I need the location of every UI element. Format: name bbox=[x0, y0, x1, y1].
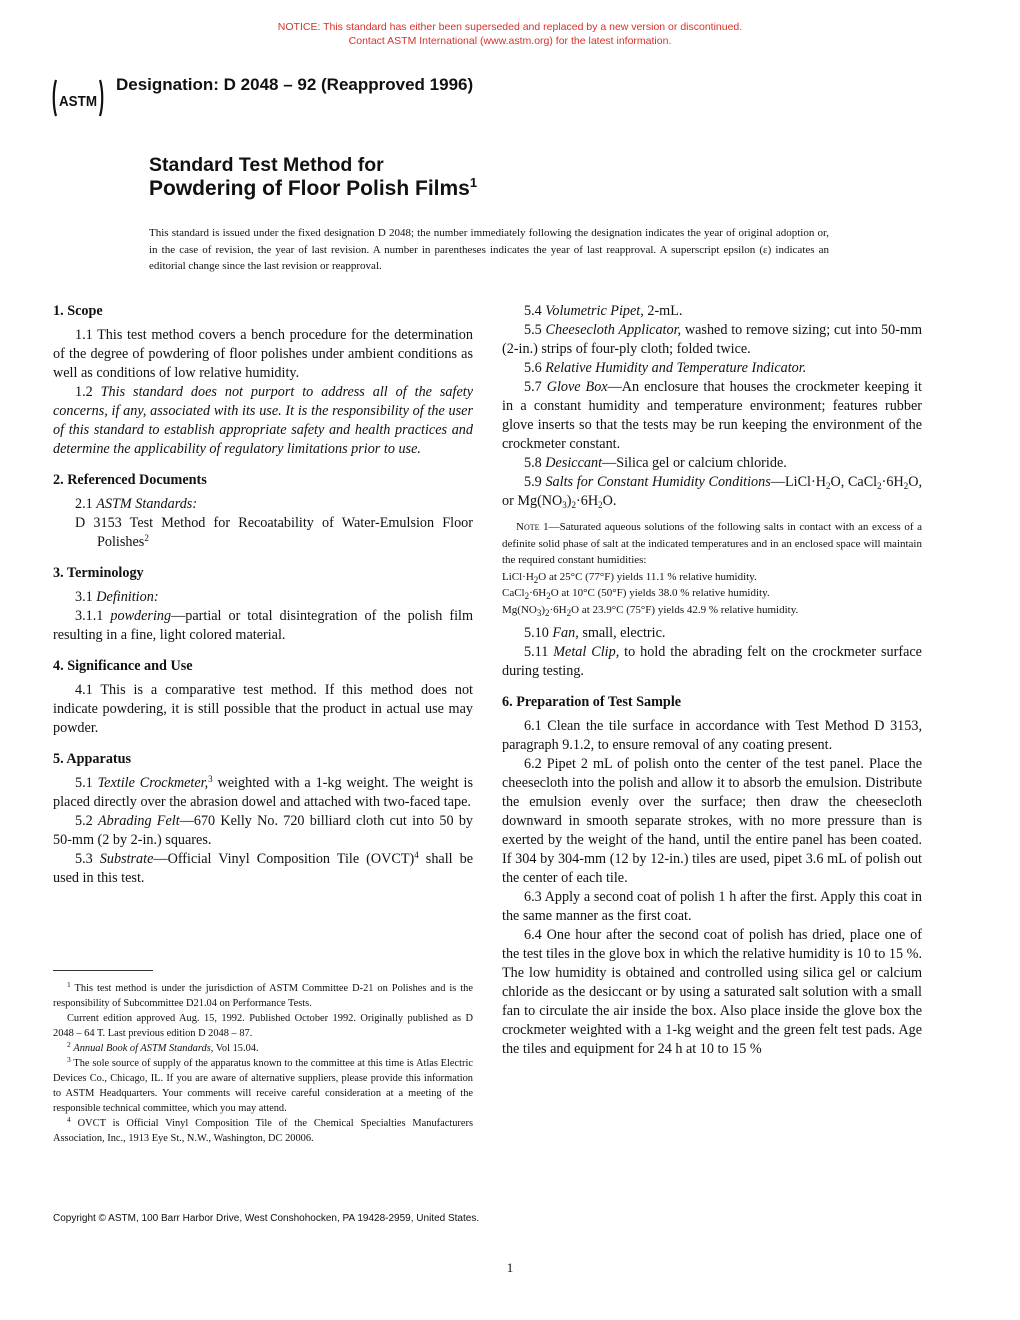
para-5-9: 5.9 Salts for Constant Humidity $Conditions—LiCl\cdot H_2O$, $CaCl_2\cdot 6H_2O$, or $Mg(NO_3)_2\cdot 6H_2O$. bbox=[502, 474, 922, 510]
para-3-1-1 bbox=[53, 607, 473, 645]
title-text: Powdering of Floor Polish Films bbox=[149, 177, 470, 200]
ref-d3153-text: D 3153 Test Method for Recoatability of Water-Emulsion Floor Polishes bbox=[75, 515, 473, 550]
ref-d3153-fn: 2 bbox=[144, 533, 149, 543]
note-1-label: Note 1 bbox=[516, 521, 549, 533]
page-number: 1 bbox=[506, 1260, 514, 1275]
para-6-3: 6.3 Apply a second coat of polish 1 h after the first. Apply this coat in the same manner as the first coat. bbox=[502, 889, 922, 924]
para-5-11-term: Metal Clip, bbox=[553, 644, 620, 660]
footnote-1-mark: 1 bbox=[67, 980, 71, 989]
para-5-4 bbox=[502, 302, 922, 321]
footnote-1 bbox=[53, 981, 473, 1011]
para-5-6-num: 5.6 bbox=[524, 360, 546, 376]
title-footnote-mark: 1 bbox=[469, 175, 478, 190]
para-1-2-text: This standard does not purport to address all of the safety concerns, if any, associated with its use. It is the responsibility of the user of this standard to establish appropriate safety and health practices and determine the applicability of regulatory limitations prior to use. bbox=[53, 384, 473, 457]
note-1-body bbox=[502, 519, 922, 569]
para-5-8-text: —Silica gel or calcium chloride. bbox=[602, 455, 787, 471]
para-3-1 bbox=[53, 588, 473, 607]
para-5-7-text: —An enclosure that houses the crockmeter keeping it in a constant humidity and temperature environment; features rubber glove inserts so that the tests may be run keeping the environment of the crockmeter constant. bbox=[502, 379, 923, 452]
ref-d3153 bbox=[53, 514, 473, 552]
para-6-1: 6.1 Clean the tile surface in accordance with Test Method D 3153, paragraph 9.1.2, to ensure removal of any coating present. bbox=[502, 718, 922, 753]
para-5-2 bbox=[53, 812, 473, 850]
designation: Designation: D 2048 – 92 (Reapproved 1996) bbox=[116, 75, 474, 94]
notice-line-2: Contact ASTM International (www.astm.org) for the latest information. bbox=[348, 35, 672, 47]
para-5-3-num: 5.3 bbox=[75, 851, 100, 867]
para-5-1-text: weighted with a 1-kg weight. The weight is placed directly over the abrasion dowel and attached with two-faced tape. bbox=[53, 775, 474, 810]
para-5-8-num: 5.8 bbox=[524, 455, 546, 471]
para-3-1-label: Definition: bbox=[96, 589, 159, 605]
para-5-5-num: 5.5 bbox=[524, 322, 546, 338]
para-5-3 bbox=[53, 850, 473, 888]
footnote-2-rest: Vol 15.04. bbox=[213, 1043, 259, 1054]
para-5-3-text2: shall be used in this test. bbox=[53, 851, 474, 886]
para-2-1-label: ASTM Standards: bbox=[96, 496, 198, 512]
para-5-1-fn: 3 bbox=[208, 774, 213, 784]
para-3-1-1-num: 3.1.1 bbox=[75, 608, 111, 624]
para-5-10-term: Fan, bbox=[552, 625, 579, 641]
astm-logo-icon bbox=[52, 76, 104, 120]
section-heading-significance: 4. Significance and Use bbox=[53, 658, 193, 674]
footnote-1b: Current edition approved Aug. 15, 1992. Published October 1992. Originally published as D 2048 – 64 T. Last previous edition D 2048 – 87. bbox=[53, 1013, 473, 1039]
para-5-2-term: Abrading Felt bbox=[97, 813, 180, 829]
para-5-5-term: Cheesecloth Applicator, bbox=[545, 322, 682, 338]
note-1-line-3-text: O at 23.9°C (75°F) yields 42.9 % relative humidity. bbox=[571, 603, 799, 616]
para-5-10-num: 5.10 bbox=[524, 625, 553, 641]
para-5-11-num: 5.11 bbox=[524, 644, 554, 660]
para-5-3-term: Substrate bbox=[99, 851, 154, 867]
para-6-4: 6.4 One hour after the second coat of polish has dried, place one of the test tiles in the glove box in which the relative humidity is 10 to 15 %. The low humidity is obtained and controlled using silica gel or calcium chloride as the desiccant or by using a saturated salt solution with a small fan to circulate the air inside the box. Also place inside the glove box the crockmeter weighted with a 1-kg weight and the green felt test pads. Age the tiles and equipment for 24 h at 10 to 15 % bbox=[502, 927, 922, 1057]
para-5-2-num: 5.2 bbox=[75, 813, 98, 829]
para-3-1-num: 3.1 bbox=[75, 589, 97, 605]
para-5-4-text: 2-mL. bbox=[643, 303, 683, 319]
right-column bbox=[502, 302, 922, 1059]
copyright: Copyright © ASTM, 100 Barr Harbor Drive, West Conshohocken, PA 19428-2959, United States. bbox=[53, 1213, 480, 1224]
para-5-1-term: Textile Crockmeter, bbox=[97, 775, 209, 791]
para-5-11-text: to hold the abrading felt on the crockmeter surface during testing. bbox=[502, 644, 922, 679]
para-5-9-num: 5.9 bbox=[524, 474, 546, 490]
para-5-9-text: —LiCl·H bbox=[770, 474, 826, 490]
footnote-3 bbox=[53, 1056, 473, 1116]
para-3-1-1-term: powdering bbox=[110, 608, 172, 624]
para-5-10 bbox=[502, 624, 922, 643]
para-5-9-term: Salts for Constant Humidity Conditions bbox=[545, 474, 771, 490]
title-line-1: Standard Test Method for bbox=[149, 154, 384, 176]
footnote-2-title: Annual Book of ASTM Standards, bbox=[73, 1043, 214, 1054]
para-5-6 bbox=[502, 359, 922, 378]
footnote-rule bbox=[53, 970, 153, 971]
section-heading-referenced: 2. Referenced Documents bbox=[53, 472, 207, 488]
footnote-3-mark: 3 bbox=[67, 1055, 71, 1064]
para-1-1: 1.1 This test method covers a bench procedure for the determination of the degree of powdering of floor polishes under ambient conditions as well as conditions of low relative humidity. bbox=[53, 327, 473, 381]
note-1-line-1-text: O at 25°C (77°F) yields 11.1 % relative humidity. bbox=[538, 570, 757, 583]
section-heading-apparatus: 5. Apparatus bbox=[53, 751, 132, 767]
notice-banner bbox=[0, 20, 1020, 48]
footnote-4-mark: 4 bbox=[67, 1115, 71, 1124]
para-5-11 bbox=[502, 643, 922, 681]
para-4-1: 4.1 This is a comparative test method. If this method does not indicate powdering, it is still possible that the product in actual use may powder. bbox=[53, 682, 473, 736]
footnote-4 bbox=[53, 1116, 473, 1146]
title-line-2 bbox=[149, 177, 477, 201]
note-1-text: —Saturated aqueous solutions of the following salts in contact with an excess of a definite solid phase of salt at the indicated temperatures and in an enclosed space will maintain the required constant humidities: bbox=[502, 521, 922, 566]
para-3-1-1-text: —partial or total disintegration of the polish film resulting in a fine, light colored material. bbox=[53, 608, 473, 643]
footnote-2 bbox=[53, 1041, 473, 1056]
para-5-7-term: Glove Box bbox=[546, 379, 608, 395]
para-5-5 bbox=[502, 321, 922, 359]
para-5-4-term: Volumetric Pipet, bbox=[545, 303, 644, 319]
logo-text: ASTM bbox=[59, 93, 97, 110]
issue-statement: This standard is issued under the fixed designation D 2048; the number immediately following the designation indicates the year of original adoption or, in the case of revision, the year of last revision. A number in parentheses indicates the year of last reapproval. A superscript epsilon (ε) indicates an editorial change since the last revision or reapproval. bbox=[149, 227, 829, 272]
para-6-2: 6.2 Pipet 2 mL of polish onto the center of the test panel. Place the cheesecloth into the polish and allow it to absorb the emulsion. Distribute the emulsion evenly over the surface; then draw the cheesecloth downward in smooth separate strokes, with no more pressure than is exerted by the weight of the hand, until the entire panel has been coated. If 304 by 304-mm (12 by 12-in.) tiles are used, pipet 3.6 mL of polish out the center of each tile. bbox=[502, 756, 922, 886]
para-5-4-num: 5.4 bbox=[524, 303, 546, 319]
note-1 bbox=[502, 519, 922, 618]
para-5-1 bbox=[53, 774, 473, 812]
section-heading-scope: 1. Scope bbox=[53, 303, 103, 319]
note-1-line-2: $CaCl_2\cdot 6H_2O$ at 10°C (50°F) yields 38.0 % relative humidity. bbox=[502, 587, 770, 601]
note-1-line-3: $Mg(NO_3)_2\cdot 6H_2O$ at 23.9°C (75°F) yields 42.9 % relative humidity. bbox=[502, 603, 799, 618]
para-5-3-fn: 4 bbox=[414, 850, 419, 860]
para-1-2-num: 1.2 bbox=[75, 384, 101, 400]
footnote-3-text: The sole source of supply of the apparatus known to the committee at this time is Atlas Electric Devices Co., Chicago, IL. If you are aware of alternative suppliers, please provide this information to ASTM Headquarters. Your comments will receive careful consideration at a meeting of the responsible technical committee, which you may attend. bbox=[53, 1058, 473, 1114]
para-5-7 bbox=[502, 378, 922, 454]
para-5-1-num: 5.1 bbox=[75, 775, 98, 791]
footnotes bbox=[53, 981, 473, 1146]
notice-line-1: NOTICE: This standard has either been superseded and replaced by a new version or discontinued. bbox=[277, 21, 743, 33]
left-column bbox=[53, 302, 473, 888]
footnote-1-text: This test method is under the jurisdiction of ASTM Committee D-21 on Polishes and is the responsibility of Subcommittee D21.04 on Performance Tests. bbox=[53, 983, 473, 1009]
para-2-1-num: 2.1 bbox=[75, 496, 97, 512]
footnote-4-text: OVCT is Official Vinyl Composition Tile of the Chemical Specialties Manufacturers Association, Inc., 1913 Eye St., N.W., Washington, DC 20006. bbox=[53, 1118, 473, 1144]
para-1-2 bbox=[53, 383, 473, 459]
footnote-2-mark: 2 bbox=[67, 1040, 71, 1049]
section-heading-terminology: 3. Terminology bbox=[53, 565, 144, 581]
para-5-3-text: —Official Vinyl Composition Tile (OVCT) bbox=[153, 851, 415, 867]
para-5-7-num: 5.7 bbox=[524, 379, 547, 395]
para-5-8-term: Desiccant bbox=[545, 455, 603, 471]
note-1-line-2-text: O at 10°C (50°F) yields 38.0 % relative humidity. bbox=[550, 587, 770, 599]
para-5-8 bbox=[502, 454, 922, 473]
para-5-2-text: —670 Kelly No. 720 billiard cloth cut into 50 by 50-mm (2 by 2-in.) squares. bbox=[53, 813, 474, 848]
para-5-5-text: washed to remove sizing; cut into 50-mm (2-in.) strips of four-ply cloth; folded twice. bbox=[502, 322, 922, 357]
note-1-line-1: $LiCl\cdot H_2O$ at 25°C (77°F) yields 11.1 % relative humidity. bbox=[502, 570, 757, 585]
section-heading-preparation: 6. Preparation of Test Sample bbox=[502, 694, 682, 710]
para-5-6-term: Relative Humidity and Temperature Indicator. bbox=[545, 360, 807, 376]
para-5-10-text: small, electric. bbox=[578, 625, 666, 641]
para-2-1 bbox=[53, 495, 473, 514]
